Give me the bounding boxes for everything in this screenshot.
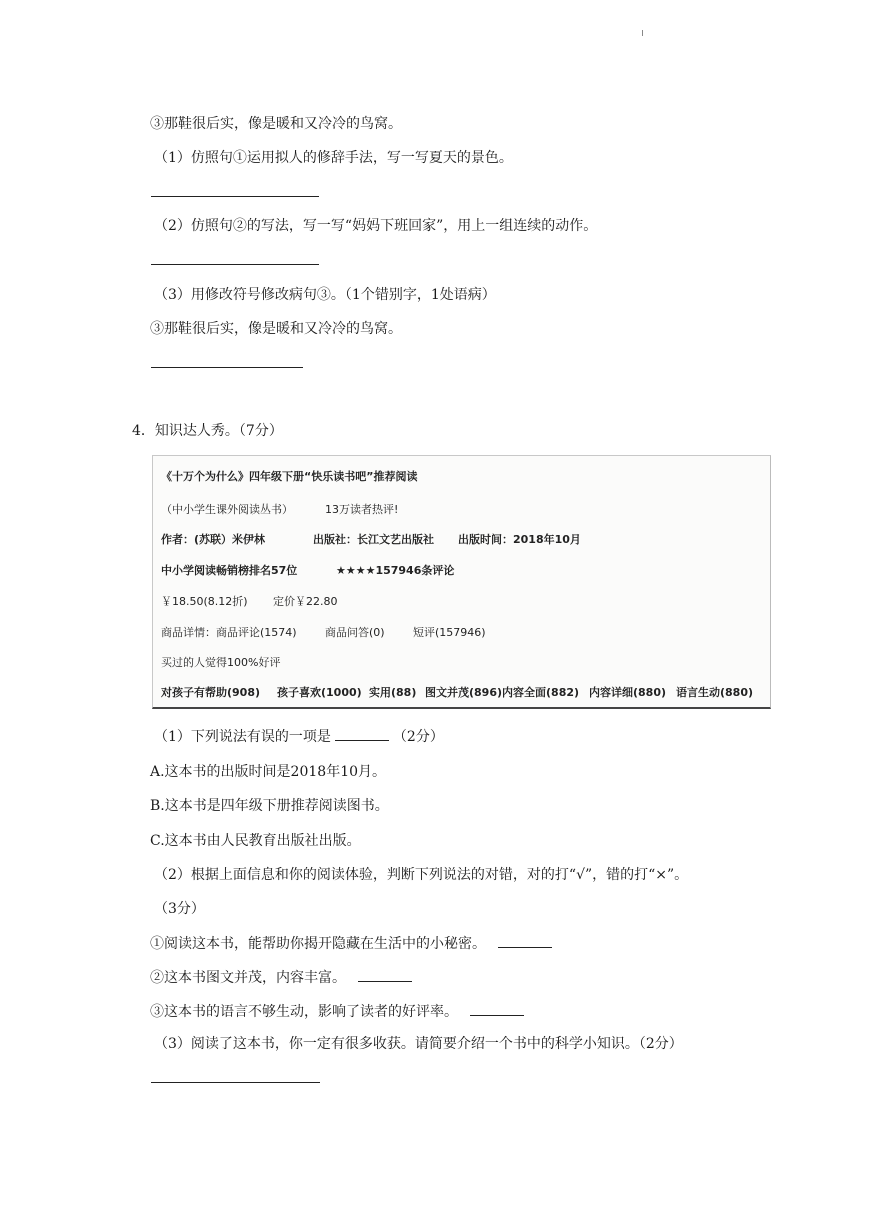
- answer-line-q3-3[interactable]: [151, 367, 303, 368]
- star-rating: ★★★★157946条评论: [336, 564, 455, 577]
- judge-item-1: [150, 933, 556, 953]
- judge-item-3-text: ③这本书的语言不够生动，影响了读者的好评率。: [150, 1004, 458, 1020]
- answer-line-q4-3[interactable]: [151, 1082, 320, 1083]
- q3-sub3-prompt: （3）用修改符号修改病句③。（1个错别字，1处语病）: [154, 287, 496, 303]
- scan-mark: [642, 30, 643, 36]
- short-reviews: 短评(157946): [413, 626, 486, 639]
- answer-blank-judge-1[interactable]: [498, 935, 552, 948]
- q4-p1-score: （2分）: [392, 729, 444, 745]
- judge-item-2-text: ②这本书图文并茂，内容丰富。: [150, 970, 346, 986]
- book-info-image: [152, 455, 771, 709]
- sales-rank: 中小学阅读畅销榜排名57位: [161, 564, 298, 577]
- answer-blank-q4-1[interactable]: [335, 728, 389, 741]
- review-tag: 图文并茂(896)内容全面(882): [425, 686, 580, 699]
- product-qa: 商品问答(0): [325, 626, 385, 639]
- judge-item-2: [150, 967, 416, 987]
- good-rate: 买过的人觉得100%好评: [161, 656, 281, 669]
- book-title: 《十万个为什么》四年级下册“快乐读书吧”推荐阅读: [161, 470, 418, 483]
- book-series: （中小学生课外阅读丛书）: [161, 503, 293, 516]
- q4-p2-score: （3分）: [154, 901, 205, 917]
- judge-item-3: [150, 1001, 528, 1021]
- answer-line-q3-1[interactable]: [151, 196, 319, 197]
- answer-line-q3-2[interactable]: [151, 264, 319, 265]
- answer-blank-judge-3[interactable]: [470, 1003, 524, 1016]
- q3-sub2-prompt: （2）仿照句②的写法，写一写“妈妈下班回家”，用上一组连续的动作。: [154, 218, 598, 234]
- option-b: B.这本书是四年级下册推荐阅读图书。: [150, 798, 389, 814]
- review-tag: 实用(88): [369, 686, 417, 699]
- review-tag: 孩子喜欢(1000): [277, 686, 362, 699]
- review-tag: 内容详细(880): [589, 686, 667, 699]
- review-tag: 对孩子有帮助(908): [161, 686, 261, 699]
- option-c: C.这本书由人民教育出版社出版。: [150, 833, 361, 849]
- answer-blank-judge-2[interactable]: [358, 969, 412, 982]
- q4-p3-stem: （3）阅读了这本书，你一定有很多收获。请简要介绍一个书中的科学小知识。（2分）: [154, 1036, 683, 1052]
- sentence-3-repeat: ③那鞋很后实，像是暖和又冷冷的鸟窝。: [150, 321, 402, 337]
- sale-price: ￥18.50(8.12折): [161, 595, 248, 608]
- q4-p1-stem: [154, 726, 444, 746]
- q4-p2-stem: （2）根据上面信息和你的阅读体验，判断下列说法的对错，对的打“√”，错的打“×”。: [154, 867, 689, 883]
- product-details: 商品详情：商品评论(1574): [161, 626, 297, 639]
- q3-sub1-prompt: （1）仿照句①运用拟人的修辞手法，写一写夏天的景色。: [154, 150, 513, 166]
- q4-title: 4．知识达人秀。（7分）: [132, 423, 283, 439]
- sentence-3: ③那鞋很后实，像是暖和又冷冷的鸟窝。: [150, 116, 402, 132]
- list-price: 定价￥22.80: [273, 595, 338, 608]
- review-tag: 语言生动(880): [676, 686, 754, 699]
- option-a: A.这本书的出版时间是2018年10月。: [150, 764, 387, 780]
- judge-item-1-text: ①阅读这本书，能帮助你揭开隐藏在生活中的小秘密。: [150, 936, 486, 952]
- q4-p1-stem-text: （1）下列说法有误的一项是: [154, 729, 331, 745]
- publisher: 出版社：长江文艺出版社: [313, 533, 434, 546]
- reader-count: 13万读者热评!: [325, 503, 399, 516]
- publish-date: 出版时间：2018年10月: [458, 533, 581, 546]
- author: 作者：(苏联）米伊林: [161, 533, 266, 546]
